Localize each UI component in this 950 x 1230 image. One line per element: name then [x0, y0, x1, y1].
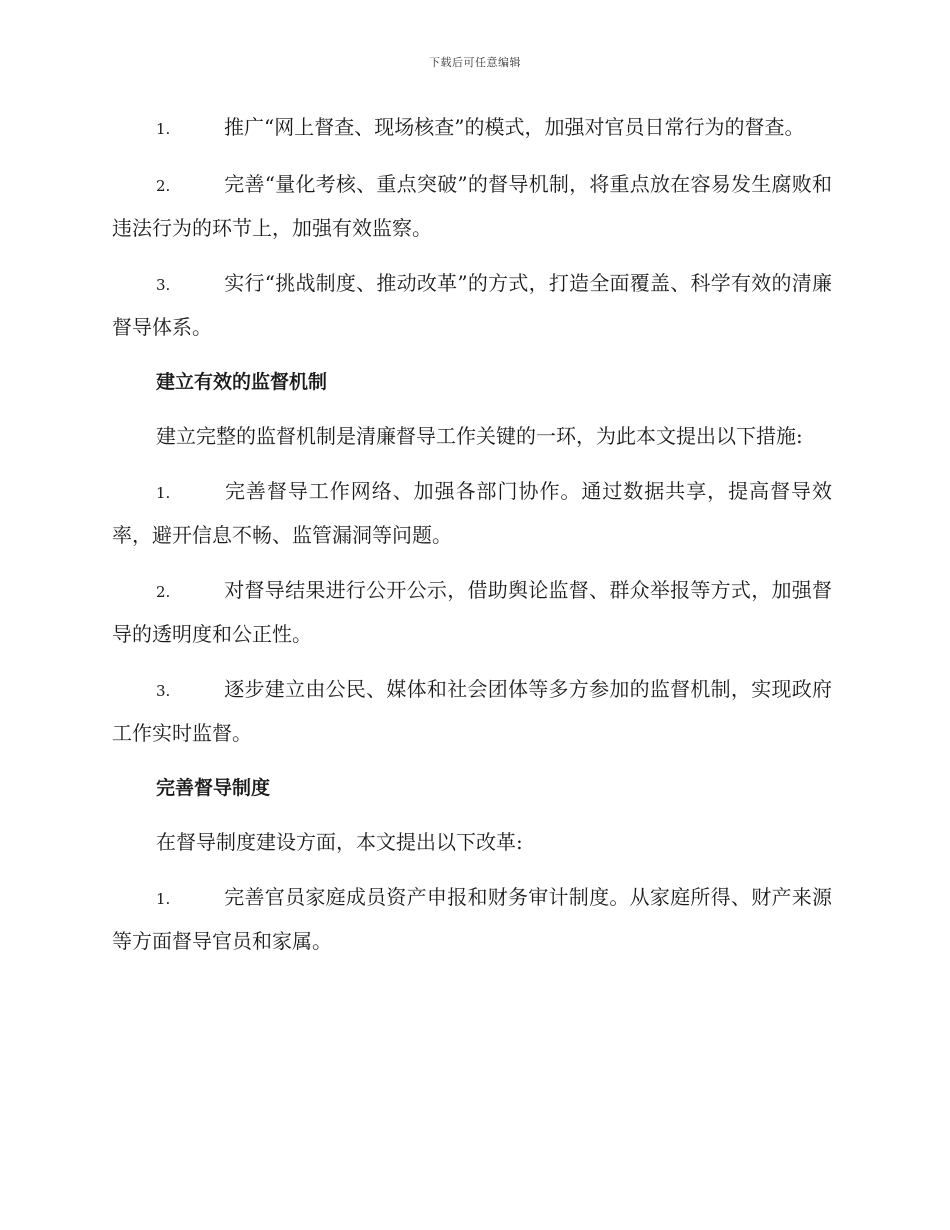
list-item [112, 163, 832, 249]
section-heading: 完善督导制度 [156, 777, 271, 799]
list-number: 1. [156, 890, 171, 908]
list-text: 逐步建立由公民、媒体和社会团体等多方参加的监督机制，实现政府工作实时监督。 [112, 677, 832, 745]
list-text: 推广“网上督查、现场核查”的模式，加强对官员日常行为的督查。 [224, 115, 805, 139]
list-item [112, 262, 832, 348]
list-number: 3. [156, 682, 171, 700]
document-body [112, 106, 832, 975]
list-text: 实行“挑战制度、推动改革”的方式，打造全面覆盖、科学有效的清廉督导体系。 [112, 271, 832, 339]
list-item [112, 876, 832, 962]
list-item [112, 106, 832, 150]
list-number: 1. [156, 120, 171, 138]
section-heading: 建立有效的监督机制 [156, 371, 328, 393]
page-header: 下载后可任意编辑 [429, 56, 521, 69]
list-number: 2. [156, 177, 171, 195]
list-text: 对督导结果进行公开公示，借助舆论监督、群众举报等方式，加强督导的透明度和公正性。 [112, 578, 832, 646]
list-item [112, 668, 832, 754]
list-number: 3. [156, 276, 171, 294]
section-intro: 建立完整的监督机制是清廉督导工作关键的一环，为此本文提出以下措施: [156, 424, 803, 448]
list-text: 完善“量化考核、重点突破”的督导机制，将重点放在容易发生腐败和违法行为的环节上，加强有效监察。 [112, 172, 832, 240]
list-text: 完善督导工作网络、加强各部门协作。通过数据共享，提高督导效率，避开信息不畅、监管漏洞等问题。 [112, 479, 832, 547]
list-item [112, 470, 832, 556]
section-intro: 在督导制度建设方面，本文提出以下改革: [156, 830, 523, 854]
list-number: 2. [156, 583, 171, 601]
list-text: 完善官员家庭成员资产申报和财务审计制度。从家庭所得、财产来源等方面督导官员和家属。 [112, 885, 832, 953]
list-number: 1. [156, 484, 171, 502]
list-item [112, 569, 832, 655]
